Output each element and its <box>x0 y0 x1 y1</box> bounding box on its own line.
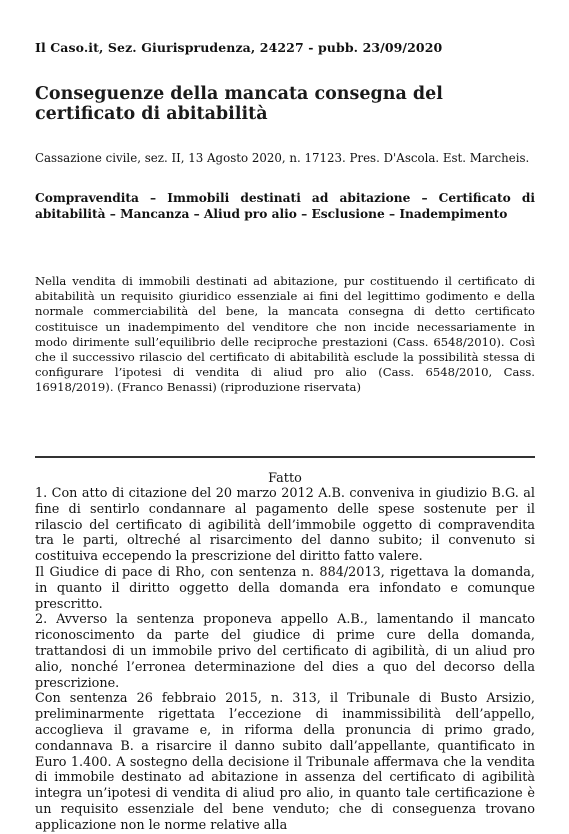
section-body <box>35 486 535 834</box>
section-divider <box>35 456 535 458</box>
body-paragraph: Il Giudice di pace di Rho, con sentenza n. 884/2013, rigettava la domanda, in quanto il diritto oggetto della domanda era infondato e comunque prescritto. <box>35 564 535 612</box>
abstract-paragraph: Nella vendita di immobili destinati ad abitazione, pur costituendo il certificato di abitabilità un requisito giuridico essenziale ai fini del legittimo godimento e della normale commerciabilità del bene, la mancata consegna di detto certificato costituisce un inadempimento del venditore che non incide necessariamente in modo dirimente sull’equilibrio delle reciproche prestazioni (Cass. 6548/2010). Così che il successivo rilascio del certificato di abitabilità esclude la possibilità stessa di configurare l’ipotesi di vendita di aliud pro alio (Cass. 6548/2010, Cass. 16918/2019). (Franco Benassi) (riproduzione riservata) <box>35 274 535 395</box>
case-citation: Cassazione civile, sez. II, 13 Agosto 2020, n. 17123. Pres. D'Ascola. Est. Marcheis. <box>35 151 530 165</box>
section-title-fatto: Fatto <box>268 471 302 486</box>
document-title: Conseguenze della mancata consegna del certificato di abitabilità <box>35 84 443 124</box>
body-paragraph: 1. Con atto di citazione del 20 marzo 2012 A.B. conveniva in giudizio B.G. al fine di sentirlo condannare al pagamento delle spese sostenute per il rilascio del certificato di agibilità dell’immobile oggetto di compravendita tra le parti, oltreché al risarcimento del danno subito; il convenuto si costituiva eccependo la prescrizione del diritto fatto valere. <box>35 486 535 565</box>
body-paragraph: 2. Avverso la sentenza proponeva appello A.B., lamentando il mancato riconoscimento da parte del giudice di prime cure della domanda, trattandosi di un immobile privo del certificato di agibilità, di un aliud pro alio, nonché l’erronea determinazione del dies a quo del decorso della prescrizione. <box>35 612 535 691</box>
source-header: Il Caso.it, Sez. Giurisprudenza, 24227 - pubb. 23/09/2020 <box>35 40 443 55</box>
keywords-line: Compravendita – Immobili destinati ad abitazione – Certificato di abitabilità – Mancanza – Aliud pro alio – Esclusione – Inadempimento <box>35 191 535 221</box>
body-paragraph: Con sentenza 26 febbraio 2015, n. 313, il Tribunale di Busto Arsizio, preliminarmente rigettata l’eccezione di inammissibilità dell’appello, accoglieva il gravame e, in riforma della pronuncia di primo grado, condannava B. a risarcire il danno subito dall’appellante, quantificato in Euro 1.400. A sostegno della decisione il Tribunale affermava che la vendita di immobile destinato ad abitazione in assenza del certificato di agibilità integra un’ipotesi di vendita di aliud pro alio, in quanto tale certificazione è un requisito essenziale del bene venduto; che di conseguenza trovano applicazione non le norme relative alla <box>35 691 535 833</box>
